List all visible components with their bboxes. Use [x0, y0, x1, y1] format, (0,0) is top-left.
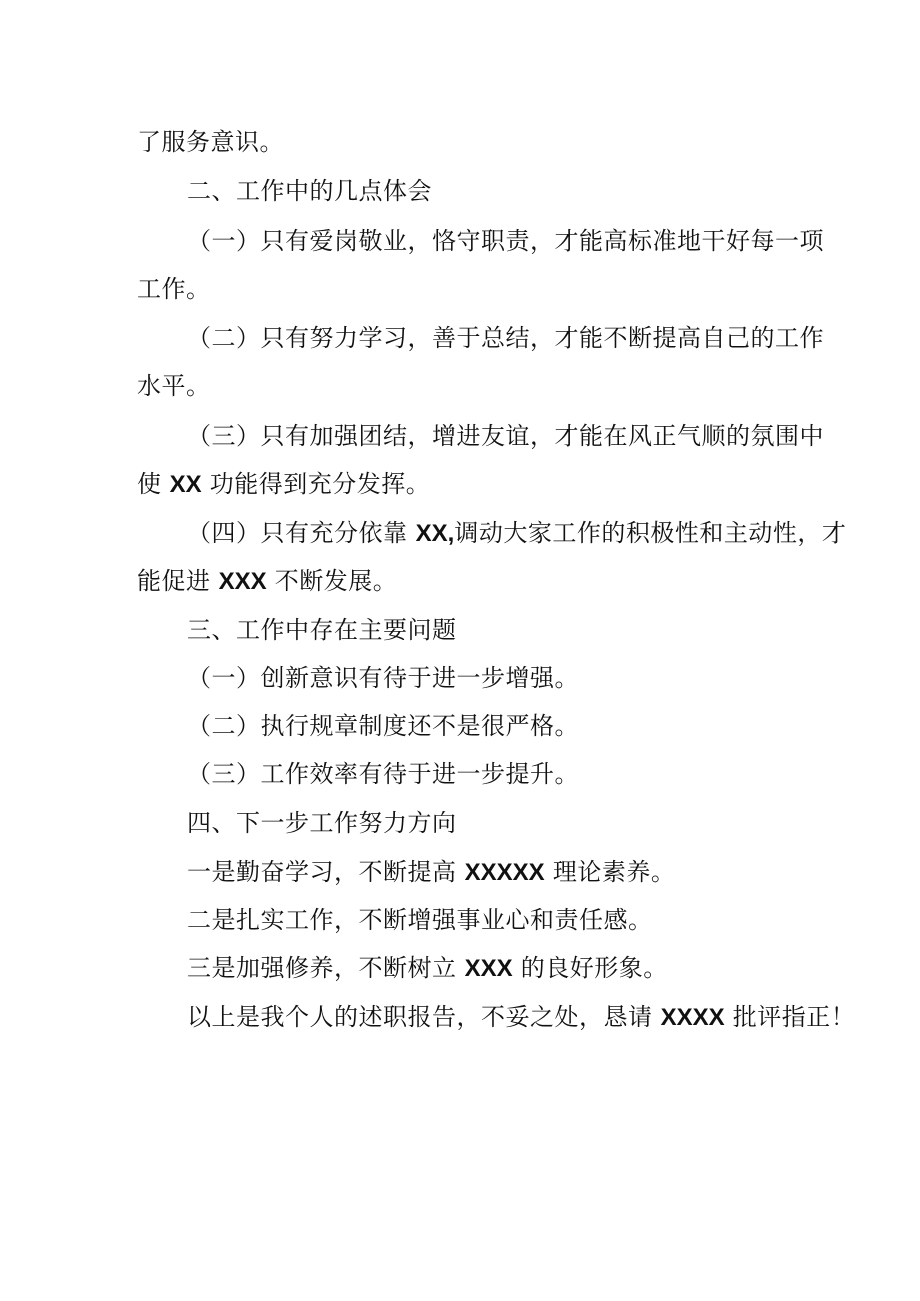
text-line: 使 XX 功能得到充分发挥。 [137, 470, 431, 498]
text-line: （二）执行规章制度还不是很严格。 [187, 712, 579, 740]
text-line: 了服务意识。 [137, 128, 284, 156]
text-line: 水平。 [137, 372, 211, 400]
text-line: 一是勤奋学习，不断提高 XXXXX 理论素养。 [187, 858, 676, 886]
text-line: （三）只有加强团结，增进友谊，才能在风正气顺的氛围中 [187, 422, 824, 450]
text-line: 以上是我个人的述职报告，不妥之处，恳请 XXXX 批评指正！ [187, 1003, 856, 1031]
text-line: 能促进 XXX 不断发展。 [137, 567, 398, 595]
text-line: （一）创新意识有待于进一步增强。 [187, 664, 579, 692]
section-heading: 二、工作中的几点体会 [187, 177, 432, 205]
text-line: （二）只有努力学习，善于总结，才能不断提高自己的工作 [187, 324, 824, 352]
text-line: 三是加强修养，不断树立 XXX 的良好形象。 [187, 954, 668, 982]
text-line: 二是扎实工作，不断增强事业心和责任感。 [187, 906, 653, 934]
text-line: 工作。 [137, 275, 211, 303]
text-line: （三）工作效率有待于进一步提升。 [187, 760, 579, 788]
text-line: （一）只有爱岗敬业，恪守职责，才能高标准地干好每一项 [187, 227, 824, 255]
section-heading: 三、工作中存在主要问题 [187, 616, 457, 644]
section-heading: 四、下一步工作努力方向 [187, 809, 457, 837]
text-line: （四）只有充分依靠 XX,调动大家工作的积极性和主动性，才 [187, 519, 847, 547]
